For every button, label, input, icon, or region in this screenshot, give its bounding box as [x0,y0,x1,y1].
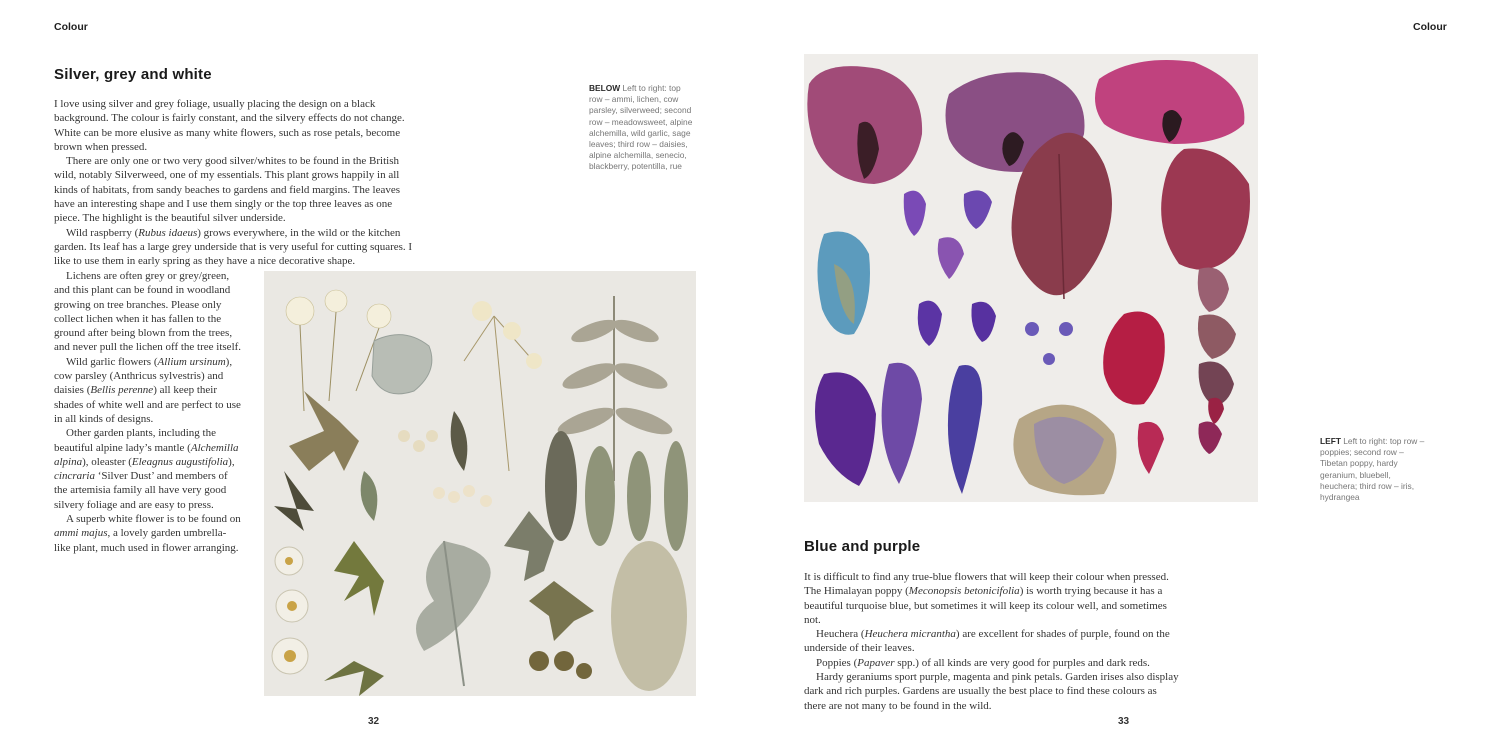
page-number-left: 32 [368,716,380,727]
section-heading-blue: Blue and purple [804,538,921,555]
page-number-right: 33 [1118,716,1130,727]
paragraph: Hardy geraniums sport purple, magenta and pink petals. Garden irises also display dark and rich purples. Gardens are usually the best place to find these colours as there are not many to be found in the wild. [804,671,1179,712]
caption-label: LEFT [1320,436,1341,446]
paragraph: It is difficult to find any true-blue flowers that will keep their colour when pressed. The Himalayan poppy (Meconopsis betonicifolia) is worth trying because it has a beautiful turquoise blue, but sometimes it will keep its colour well, and sometimes not. [804,571,1169,626]
pressed-purple-flowers-photo [804,54,1258,502]
paragraph: There are only one or two very good silver/whites to be found in the British wild, notably Silverweed, one of my essentials. This plant grows happily in all kinds of habitats, from sandy beaches to gardens and field margins. The leaves have an interesting shape and I use them singly or the top three leaves as one piece. The highlight is the beautiful silver underside. [54,155,401,225]
caption-label: BELOW [589,83,621,93]
paragraph: I love using silver and grey foliage, usually placing the design on a black background. The colour is fairly constant, and the silvery effects do not change. White can be more elusive as many white flowers, such as rose petals, become brown when pressed. [54,98,405,153]
paragraph: Heuchera (Heuchera micrantha) are excellent for shades of purple, found on the underside of their leaves. [804,628,1170,655]
body-text-blue [804,570,1180,713]
running-head-left: Colour [54,21,88,33]
caption-left [1320,436,1426,503]
paragraph: Wild raspberry (Rubus idaeus) grows everywhere, in the wild or the kitchen garden. Its leaf has a large grey underside that is very useful for cutting squares. I like to use them in early spring as they have a nice decorative shape. [54,226,413,268]
paragraph: Poppies (Papaver spp.) of all kinds are very good for purples and dark reds. [816,656,1150,669]
caption-text: Left to right: top row – poppies; second row – Tibetan poppy, hardy geranium, bluebell, heuchera; third row – iris, hydrangea [1320,436,1425,503]
running-head-right: Colour [1413,21,1447,33]
body-text-silver-narrow [54,269,242,555]
pressed-silver-plants-photo [264,271,696,696]
caption-text: Left to right: top row – ammi, lichen, cow parsley, silverweed; second row – meadowsweet, alpine alchemilla, wild garlic, sage leaves; third row – daisies, alpine alchemilla, senecio, blackberry, potentilla, rue [589,83,693,172]
paragraph: Lichens are often grey or grey/green, and this plant can be found in woodland growing on tree branches. Please only collect lichen when it has fallen to the ground after being blown from the trees, and never pull the lichen off the tree itself. [54,270,242,354]
section-heading-silver: Silver, grey and white [54,66,212,83]
body-text-silver-top [54,97,420,269]
paragraph: A superb white flower is to be found on ammi majus, a lovely garden umbrella-like plant, much used in flower arranging. [54,513,241,554]
caption-below [589,83,693,173]
paragraph: Other garden plants, including the beautiful alpine lady’s mantle (Alchemilla alpina), oleaster (Eleagnus augustifolia), cincraria ‘Silver Dust’ and members of the artemisia family all have very good silvery foliage and are easy to press. [54,427,239,511]
paragraph: Wild garlic flowers (Allium ursinum), cow parsley (Anthricus sylvestris) and daisies (Bellis perenne) all keep their shades of white well and are perfect to use in all kinds of designs. [54,355,241,425]
